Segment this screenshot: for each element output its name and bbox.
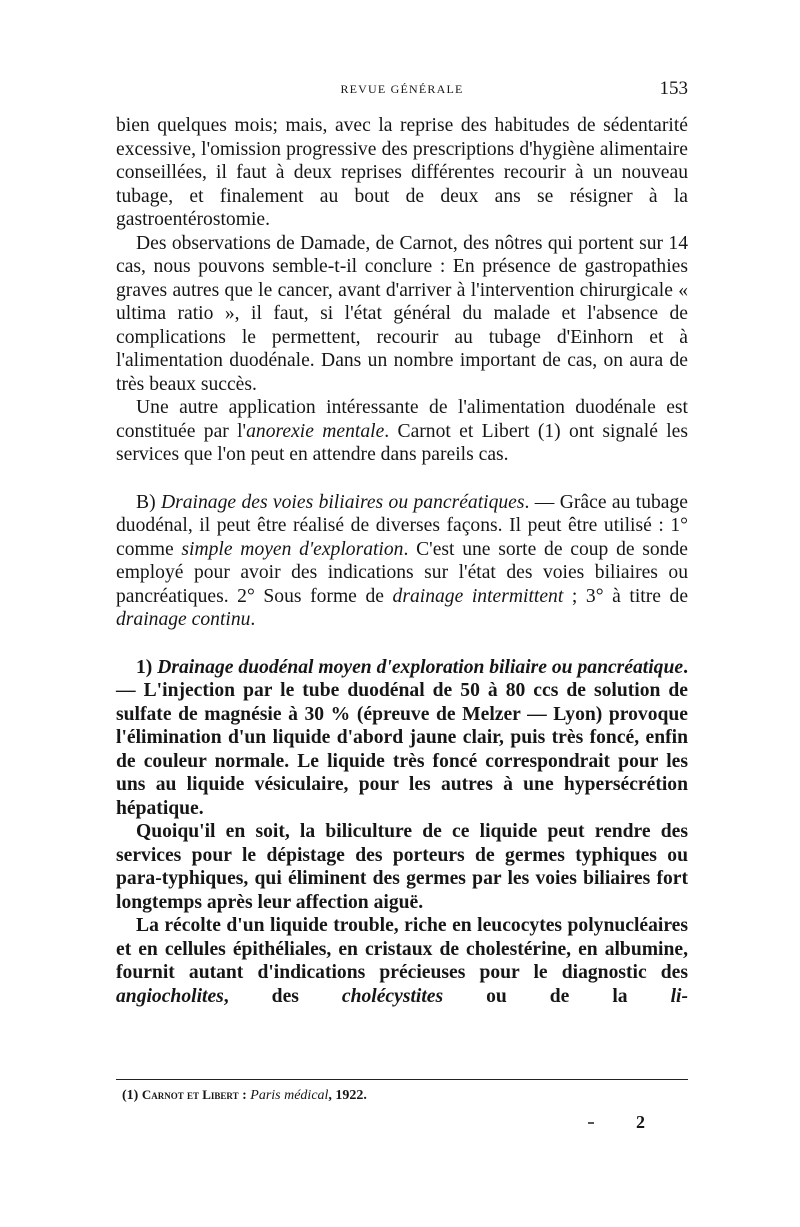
section-heading: Drainage des voies biliaires ou pancréatiques (160, 491, 525, 513)
italic-term: li- (670, 985, 689, 1007)
text-run: ; 3° à titre de (563, 585, 689, 607)
text-run: La récolte d'un liquide trouble, riche en leucocytes polynucléaires et en cellules épithéliales, en cristaux de cholestérine, en albumine, fournit autant d'indications précieuses pour le diagnostic des (116, 915, 688, 983)
footnote-journal: Paris médical (250, 1088, 329, 1103)
page-number: 153 (659, 78, 688, 99)
italic-term: angiocholites (116, 985, 224, 1007)
text-run: , des (223, 985, 342, 1007)
paragraph-conclusion: Des observations de Damade, de Carnot, des nôtres qui portent sur 14 cas, nous pouvons semble-t-il conclure : En présence de gastropathies graves autres que le cancer, avant d'arriver à l'intervention chirurgicale « ultima ratio », il faut, si l'état général du malade et l'absence de complications le permettent, recourir au tubage d'Einhorn et à l'alimentation duodénale. Dans un nombre important de cas, on aura de très beaux succès. (116, 232, 688, 395)
paragraph-anorexie (116, 396, 688, 467)
ink-speck (588, 1122, 594, 1124)
section-number: 1) (136, 656, 158, 678)
text-run: . — L'injection par le tube duodénal de 50 à 80 ccs de solution de sulfate de magnésie à 30 % (épreuve de Melzer — Lyon) provoque l'élimination d'un liquide d'abord jaune clair, puis très foncé, enfin de couleur normale. Le liquide très foncé correspondrait pour les uns au liquide vésiculaire, pour les autres à une hypersécrétion hépatique. (116, 656, 688, 819)
paragraph-biliculture: Quoiqu'il en soit, la biliculture de ce liquide peut rendre des services pour le dépistage des porteurs de germes typhiques ou para-typhiques, qui éliminent des germes par les voies biliaires fort longtemps après leur affection aiguë. (116, 821, 688, 913)
footnote-divider (116, 1079, 688, 1080)
paragraph-recolte (116, 914, 688, 1008)
footnote-year: , 1922. (328, 1088, 367, 1103)
section-b-drainage (116, 491, 688, 632)
running-head (116, 78, 688, 100)
italic-term: simple moyen d'exploration (181, 538, 404, 560)
footnote-marker: (1) (122, 1088, 139, 1103)
bold-section (116, 656, 688, 1009)
section-letter: B) (136, 491, 161, 513)
section-1-exploration (116, 656, 688, 821)
italic-term: drainage intermittent (392, 585, 564, 607)
text-run: . — Grâce au tubage duodénal, il peut être réalisé de diverses façons. Il peut être utilisé : 1° comme (116, 491, 688, 560)
running-title: REVUE GÉNÉRALE (340, 82, 464, 96)
footnote-separator: : (238, 1088, 251, 1103)
italic-term: drainage continu (116, 609, 251, 630)
section-heading: Drainage duodénal moyen d'exploration biliaire ou pancréatique (157, 656, 684, 678)
text-run: . Carnot et Libert (1) ont signalé les services que l'on peut en attendre dans pareils cas. (116, 420, 688, 465)
footnote (122, 1087, 367, 1104)
signature-mark: 2 (636, 1112, 645, 1132)
italic-term: anorexie mentale (246, 420, 385, 442)
footnote-authors: Carnot et Libert (141, 1087, 239, 1102)
text-run: . (250, 609, 256, 630)
text-run: Une autre application intéressante de l'alimentation duodénale est constituée par l' (116, 397, 688, 442)
body-text (116, 114, 688, 1008)
paragraph-continuation: bien quelques mois; mais, avec la reprise des habitudes de sédentarité excessive, l'omission progressive des prescriptions d'hygiène alimentaire conseillées, il faut à deux reprises différentes recourir à un nouveau tubage, et finalement au bout de deux ans se résigner à la gastroentérostomie. (116, 115, 688, 230)
text-run: . C'est une sorte de coup de sonde employé pour avoir des indications sur l'état des voies biliaires ou pancréatiques. 2° Sous forme de (116, 538, 688, 607)
text-run: ou de la (443, 985, 671, 1007)
italic-term: cholécystites (341, 985, 444, 1007)
